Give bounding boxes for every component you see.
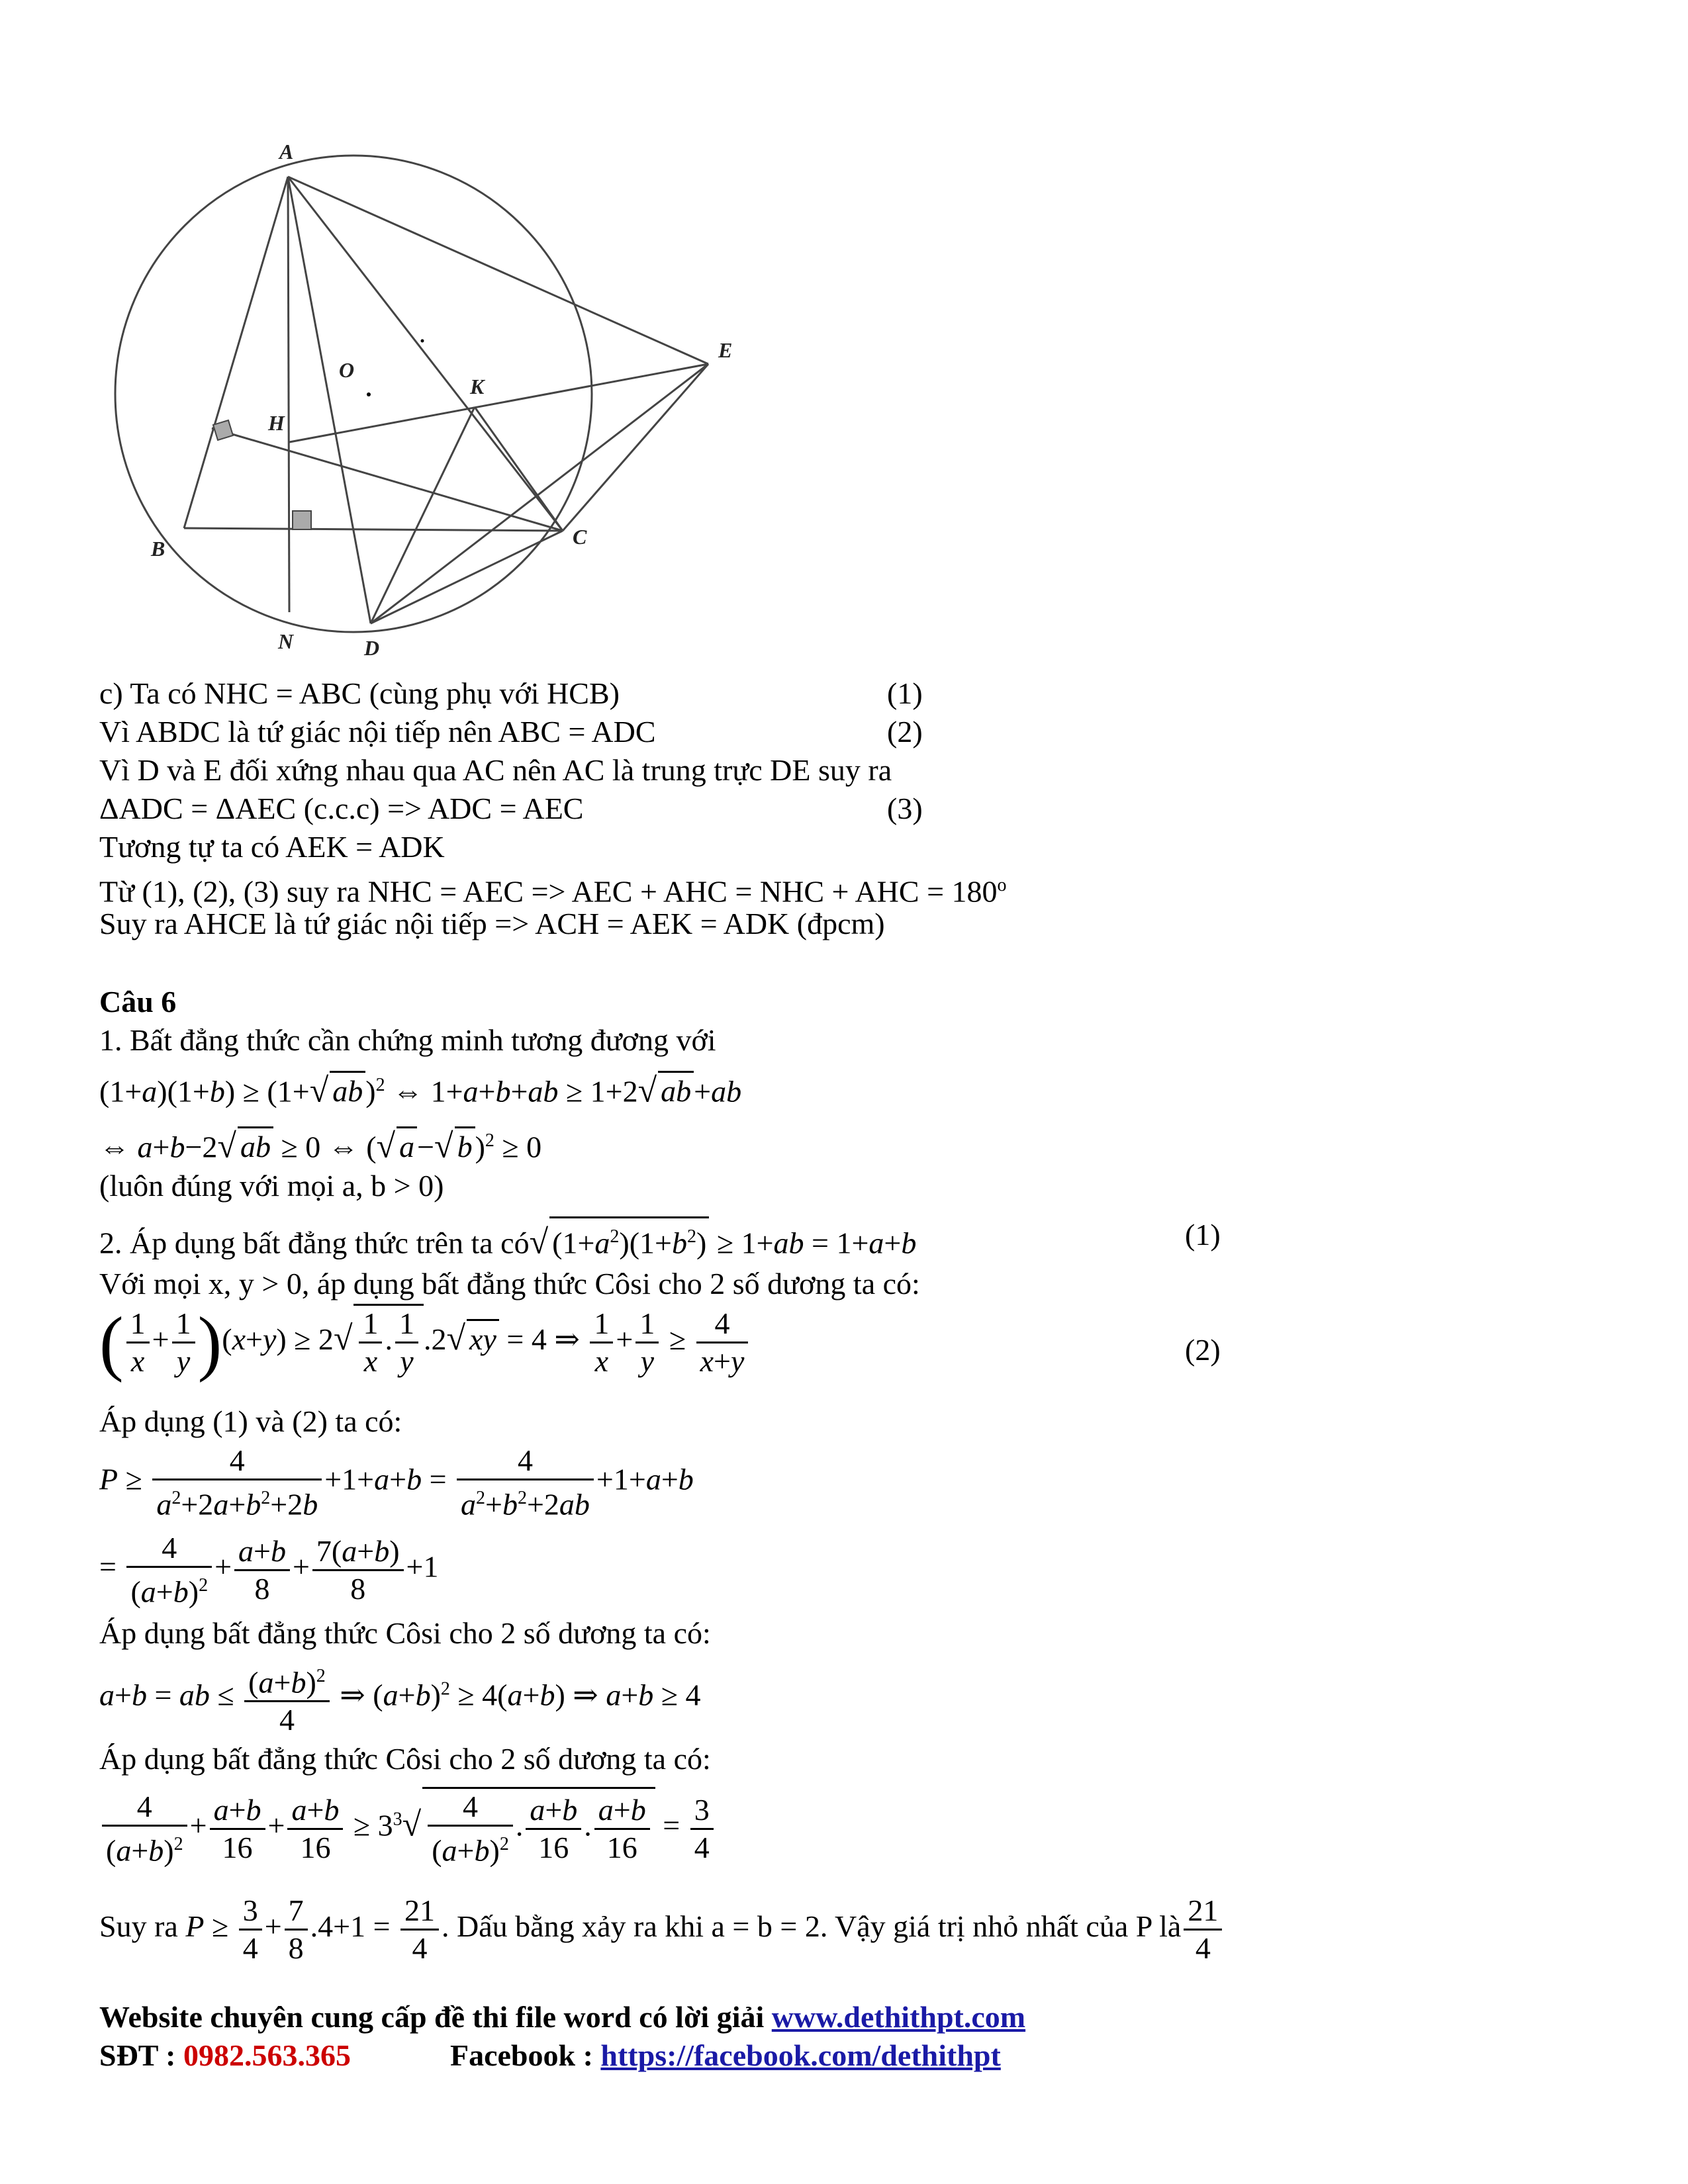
part-c-line6: [99, 867, 1007, 910]
cau6-p5: Áp dụng bất đẳng thức Côsi cho 2 số dương ta có:: [99, 1616, 711, 1650]
facebook-link[interactable]: https://facebook.com/dethithpt: [600, 2038, 1001, 2072]
part-c-line3: Vì D và E đối xứng nhau qua AC nên AC là trung trực DE suy ra: [99, 753, 892, 787]
equation-cosi-3: $\frac{4}{(a+b)^2}$ + $\frac{a+b}{16}$ + $\frac{a+b}{16}$ ≥ $3^3√$ $\frac{4}{(a+b)^2}$ . $\frac{a+b}{16}$ . $\frac{a+b}{16}$ = $\frac{3}{4}$: [99, 1787, 716, 1868]
label-a: A: [279, 140, 294, 163]
geometry-figure: [99, 126, 761, 682]
cau6-p3-num: (2): [1185, 1333, 1221, 1367]
facebook-label: Facebook :: [449, 2038, 593, 2072]
equation-1: (1+a)(1+b) ≥ (1+√ ab)$^2$ ⇔ 1+a+b+ab ≥ 1+2√ ab+ab: [99, 1071, 742, 1110]
cau6-p3: Với mọi x, y > 0, áp dụng bất đẳng thức Côsi cho 2 số dương ta có:: [99, 1267, 920, 1300]
equation-p-expand: = $\frac{4}{(a+b)^2}$ + $\frac{a+b}{8}$ + $\frac{7(a+b)}{8}$ +1: [99, 1531, 439, 1609]
cau6-title: Câu 6: [99, 985, 177, 1019]
circle-o: [115, 156, 592, 632]
conclusion-mid: . Dấu bằng xảy ra khi a = b = 2. Vậy giá trị nhỏ nhất của P là: [442, 1909, 1182, 1944]
equation-p-bound: P ≥ $\frac{4}{a^2+2a+b^2+2b}$ +1+a+b = $\frac{4}{a^2+b^2+2ab}$ +1+a+b: [99, 1443, 694, 1522]
part-c-line2-num: (2): [887, 715, 923, 749]
degree-sup: o: [997, 875, 1007, 895]
cau6-p2-intro: 2. Áp dụng bất đẳng thức trên ta có: [99, 1226, 530, 1260]
part-c-line5: Tương tự ta có AEK = ADK: [99, 830, 445, 864]
equation-ab: a+b = ab ≤ $\frac{(a+b)^2}{4}$ ⇒ $(a+b)^2 \ge 4(a+b)$ ⇒ a+b ≥ 4: [99, 1665, 701, 1737]
phone-label: SĐT :: [99, 2038, 176, 2072]
phone-number: 0982.563.365: [183, 2038, 351, 2072]
conclusion-line: Suy ra P ≥ $\frac{3}{4}$ + $\frac{7}{8}$ .4+1 = $\frac{21}{4}$ . Dấu bằng xảy ra khi a = b = 2. Vậy giá trị nhỏ nhất của P là $\frac{21}{4}$: [99, 1893, 1225, 1966]
label-d: D: [364, 636, 380, 660]
conclusion-pre: Suy ra: [99, 1909, 178, 1944]
part-c-line4-num: (3): [887, 792, 923, 825]
part-c-line7: Suy ra AHCE là tứ giác nội tiếp => ACH = AEK = ADK (đpcm): [99, 907, 885, 940]
label-b: B: [151, 537, 165, 561]
part-c-line2: Vì ABDC là tứ giác nội tiếp nên ABC = ADC: [99, 715, 656, 749]
equation-2: ⇔ a+b−2√ ab ≥ 0 ⇔ (√ a−√ b)$^2$ ≥ 0: [99, 1127, 542, 1165]
always-true-note: (luôn đúng với mọi a, b > 0): [99, 1169, 444, 1203]
part-c-line4: ΔADC = ΔAEC (c.c.c) => ADC = AEC: [99, 792, 584, 825]
footer-text: Website chuyên cung cấp đề thi file word có lời giải: [99, 2000, 765, 2034]
cau6-p1: 1. Bất đẳng thức cần chứng minh tương đương với: [99, 1023, 716, 1057]
website-link[interactable]: www.dethithpt.com: [771, 2000, 1026, 2034]
label-c: C: [573, 525, 587, 549]
part-c-line1-num: (1): [887, 676, 923, 710]
label-n: N: [278, 629, 294, 653]
part-c-line1: c) Ta có NHC = ABC (cùng phụ với HCB): [99, 676, 620, 710]
label-e: E: [718, 338, 733, 362]
cau6-p4: Áp dụng (1) và (2) ta có:: [99, 1404, 402, 1438]
equation-cosi-xy: ( $\frac{1}{x}$ + $\frac{1}{y}$ )(x+y) ≥ 2√ $\frac{1}{x}$ . $\frac{1}{y}$ .2√ xy = 4 ⇒ $\frac{1}{x}$ + $\frac{1}{y}$ ≥ $\frac{4}{x+y}$: [99, 1304, 751, 1379]
part-c-line6-text: Từ (1), (2), (3) suy ra NHC = AEC => AEC + AHC = NHC + AHC = 180: [99, 874, 998, 909]
cau6-p2-num: (1): [1185, 1218, 1221, 1251]
footer-line1: [99, 1999, 1025, 2036]
cau6-p2: 2. Áp dụng bất đẳng thức trên ta có√ $(1+a^2)(1+b^2) \ge 1+ab = 1+a+b$: [99, 1216, 916, 1261]
cau6-p6: Áp dụng bất đẳng thức Côsi cho 2 số dương ta có:: [99, 1742, 711, 1776]
label-k: K: [470, 375, 485, 398]
label-h: H: [268, 411, 285, 435]
footer-line2: [99, 2037, 1001, 2074]
label-o: O: [339, 358, 355, 382]
